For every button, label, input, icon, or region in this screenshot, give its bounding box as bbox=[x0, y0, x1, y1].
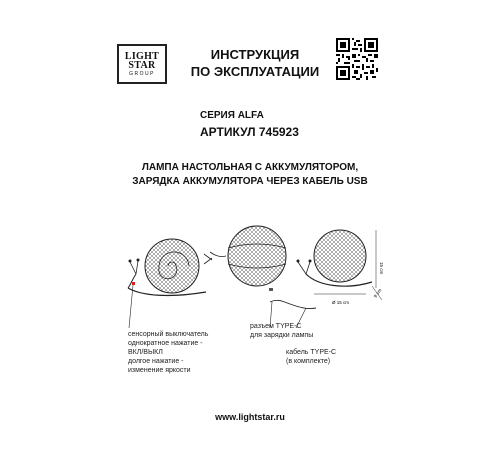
logo-line3: GROUP bbox=[129, 70, 155, 77]
page-title-line2: ПО ЭКСПЛУАТАЦИИ bbox=[190, 64, 320, 79]
caption-line: долгое нажатие - bbox=[128, 358, 184, 365]
article-number: АРТИКУЛ 745923 bbox=[200, 125, 299, 139]
caption-line: сенсорный выключатель bbox=[128, 331, 209, 338]
brand-logo bbox=[117, 44, 167, 84]
usb-cable bbox=[270, 300, 316, 308]
depth-dimension: 9 cm bbox=[372, 287, 383, 299]
description-line2: ЗАРЯДКА АККУМУЛЯТОРА ЧЕРЕЗ КАБЕЛЬ USB bbox=[132, 176, 368, 187]
qr-code-icon bbox=[336, 38, 378, 80]
caption-line: кабель TYPE-C bbox=[286, 349, 337, 356]
diameter-dimension: Ø 15 cm bbox=[332, 300, 350, 305]
caption-line: ВКЛ/ВЫКЛ bbox=[128, 349, 163, 356]
lamp-front-view bbox=[204, 226, 286, 291]
type-c-port-caption bbox=[250, 322, 313, 340]
website-link[interactable]: www.lightstar.ru bbox=[215, 412, 285, 422]
description-line1: ЛАМПА НАСТОЛЬНАЯ С АККУМУЛЯТОРОМ, bbox=[141, 162, 359, 173]
sensor-switch-caption bbox=[128, 330, 208, 375]
page-title-line1: ИНСТРУКЦИЯ bbox=[210, 47, 300, 62]
caption-line: однократное нажатие - bbox=[128, 340, 203, 347]
lamp-side-view bbox=[128, 239, 206, 295]
caption-line: разъем TYPE-C bbox=[250, 323, 302, 330]
series-label: СЕРИЯ ALFA bbox=[200, 110, 264, 121]
caption-line: для зарядки лампы bbox=[250, 332, 314, 339]
type-c-cable-caption bbox=[286, 348, 336, 366]
lamp-dimension-view bbox=[297, 230, 373, 286]
caption-line: (в комплекте) bbox=[286, 358, 331, 365]
logo-line1: LIGHT bbox=[124, 50, 160, 62]
height-dimension: 15 cm bbox=[379, 262, 384, 275]
product-illustration bbox=[110, 218, 400, 328]
logo-line2: STAR bbox=[128, 60, 156, 72]
caption-line: изменение яркости bbox=[128, 367, 191, 374]
